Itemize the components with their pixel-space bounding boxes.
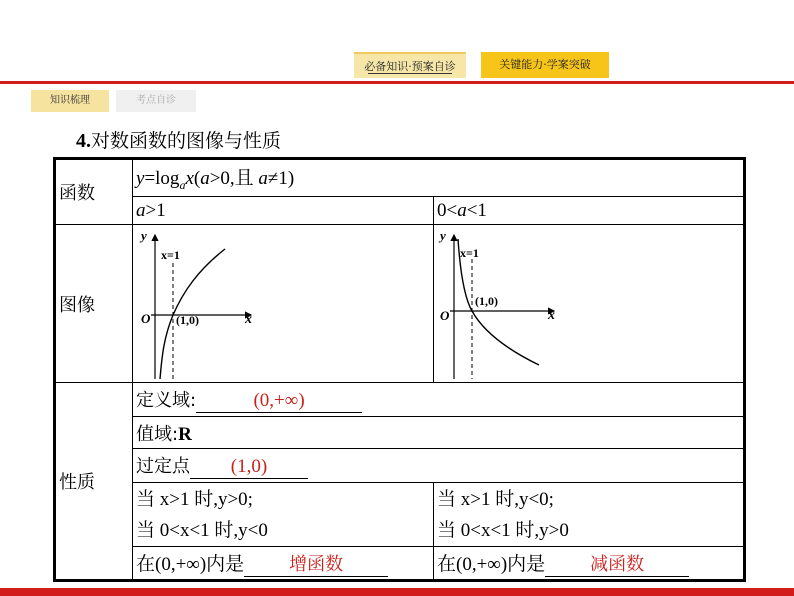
tab-key-ability[interactable]: 关键能力·学案突破	[481, 52, 609, 78]
row-label-function: 函数	[55, 159, 133, 225]
asymptote-label: x=1	[460, 246, 479, 260]
y-axis-label: y	[141, 228, 147, 243]
origin-label: O	[141, 311, 151, 326]
monotonic-increasing: 在(0,+∞)内是 增函数	[133, 547, 434, 581]
subtab-knowledge-review[interactable]: 知识梳理	[31, 90, 109, 112]
table-row	[55, 197, 745, 225]
sign-increasing: 当 x>1 时,y>0; 当 0<x<1 时,y<0	[133, 483, 434, 547]
range-row: 值域:R	[133, 417, 745, 449]
monotonic-answer-decreasing: 减函数	[545, 550, 689, 577]
sign-decreasing: 当 x>1 时,y<0; 当 0<x<1 时,y>0	[434, 483, 745, 547]
domain-row: 定义域: (0,+∞)	[133, 383, 745, 417]
fixed-point-label: (1,0)	[176, 313, 199, 327]
table-row	[55, 159, 745, 197]
x-axis-label: x	[548, 308, 555, 323]
row-label-graph: 图像	[55, 225, 133, 383]
tab-prep-self-diagnosis[interactable]: 必备知识·预案自诊	[354, 52, 466, 78]
monotonic-answer-increasing: 增函数	[244, 550, 388, 577]
fixed-point-row: 过定点 (1,0)	[133, 449, 745, 483]
section-number: 4.	[76, 130, 91, 152]
table-row	[55, 483, 745, 547]
log-function-property-table	[53, 157, 746, 582]
table-row	[55, 547, 745, 581]
table-row	[55, 225, 745, 383]
origin-label: O	[440, 308, 450, 323]
fixed-point-answer: (1,0)	[190, 456, 308, 479]
graph-decreasing	[434, 225, 745, 383]
function-expression: $y=\log_ax(a>0$,且 a≠1)	[133, 159, 745, 197]
case-a-between-0-1: 0<a<1	[434, 197, 745, 225]
subtab-self-check[interactable]: 考点自诊	[116, 90, 196, 112]
footer-bar	[0, 588, 794, 596]
header-divider	[0, 81, 794, 84]
asymptote-label: x=1	[161, 248, 180, 262]
graph-increasing	[133, 225, 434, 383]
row-label-properties: 性质	[55, 383, 133, 581]
domain-answer: (0,+∞)	[196, 390, 362, 413]
x-axis-label: x	[245, 312, 252, 327]
section-title: 对数函数的图像与性质	[91, 130, 282, 152]
monotonic-decreasing: 在(0,+∞)内是 减函数	[434, 547, 745, 581]
case-a-greater-1: a>1	[133, 197, 434, 225]
table-row	[55, 449, 745, 483]
fixed-point-label: (1,0)	[475, 294, 498, 308]
table-row	[55, 417, 745, 449]
table-row	[55, 383, 745, 417]
y-axis-label: y	[440, 228, 446, 243]
section-heading	[76, 126, 281, 153]
